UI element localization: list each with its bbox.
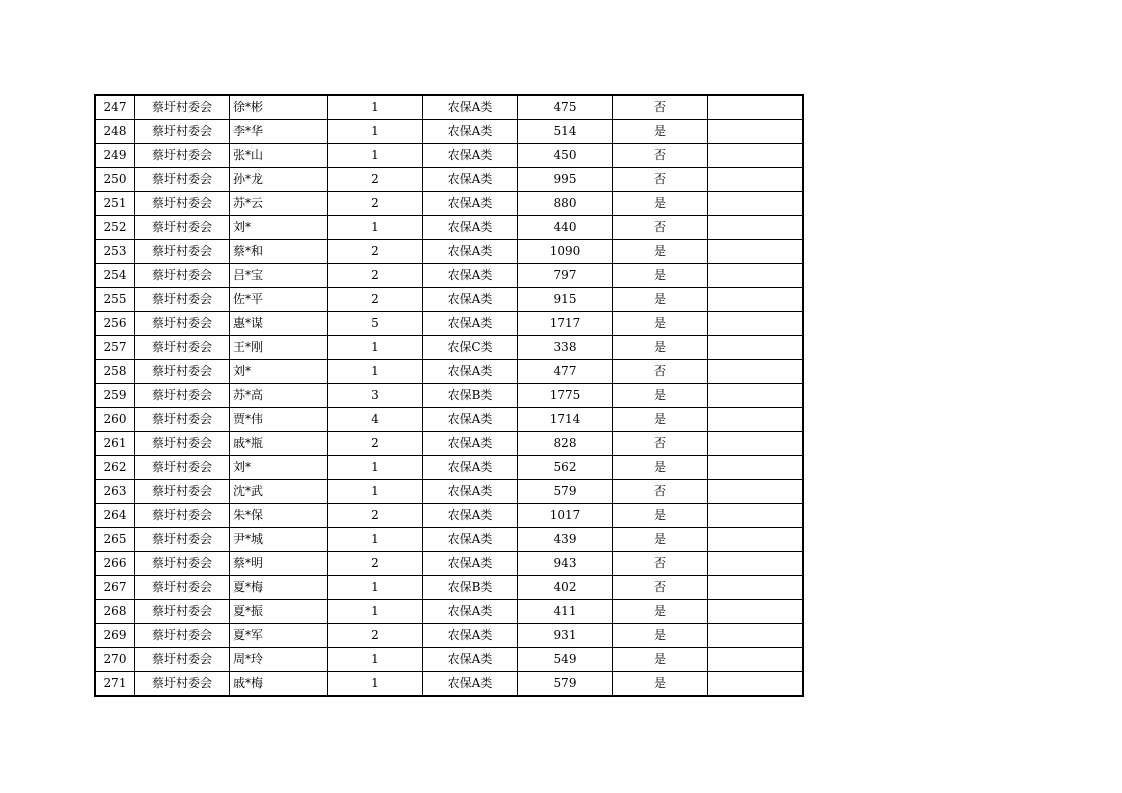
flag-cell: 是 [613,504,708,528]
amount-cell: 1017 [518,504,613,528]
village-cell: 蔡圩村委会 [135,312,230,336]
table-row [95,552,803,576]
row-number-cell: 259 [95,384,135,408]
village-cell: 蔡圩村委会 [135,95,230,120]
household-count-cell: 1 [328,576,423,600]
table-row [95,288,803,312]
note-cell [708,120,804,144]
household-count-cell: 1 [328,360,423,384]
household-count-cell: 2 [328,624,423,648]
note-cell [708,216,804,240]
village-cell: 蔡圩村委会 [135,168,230,192]
household-count-cell: 1 [328,648,423,672]
flag-cell: 是 [613,672,708,697]
data-table [94,94,804,697]
table-row [95,576,803,600]
village-cell: 蔡圩村委会 [135,288,230,312]
name-cell: 徐*彬 [230,95,328,120]
row-number-cell: 262 [95,456,135,480]
insurance-type-cell: 农保A类 [423,264,518,288]
name-cell: 孙*龙 [230,168,328,192]
row-number-cell: 253 [95,240,135,264]
note-cell [708,528,804,552]
flag-cell: 是 [613,336,708,360]
note-cell [708,168,804,192]
household-count-cell: 2 [328,192,423,216]
amount-cell: 1775 [518,384,613,408]
name-cell: 苏*云 [230,192,328,216]
insurance-type-cell: 农保A类 [423,456,518,480]
amount-cell: 514 [518,120,613,144]
insurance-type-cell: 农保A类 [423,360,518,384]
amount-cell: 579 [518,672,613,697]
note-cell [708,264,804,288]
name-cell: 刘* [230,216,328,240]
name-cell: 贾*伟 [230,408,328,432]
table-row [95,600,803,624]
row-number-cell: 264 [95,504,135,528]
row-number-cell: 247 [95,95,135,120]
table-row [95,504,803,528]
household-count-cell: 4 [328,408,423,432]
name-cell: 周*玲 [230,648,328,672]
row-number-cell: 270 [95,648,135,672]
row-number-cell: 254 [95,264,135,288]
table-row [95,432,803,456]
table-row [95,480,803,504]
insurance-type-cell: 农保A类 [423,672,518,697]
row-number-cell: 266 [95,552,135,576]
village-cell: 蔡圩村委会 [135,528,230,552]
household-count-cell: 1 [328,600,423,624]
row-number-cell: 248 [95,120,135,144]
flag-cell: 是 [613,384,708,408]
flag-cell: 否 [613,144,708,168]
insurance-type-cell: 农保A类 [423,216,518,240]
village-cell: 蔡圩村委会 [135,360,230,384]
name-cell: 张*山 [230,144,328,168]
insurance-type-cell: 农保B类 [423,384,518,408]
name-cell: 李*华 [230,120,328,144]
amount-cell: 402 [518,576,613,600]
insurance-type-cell: 农保A类 [423,552,518,576]
row-number-cell: 255 [95,288,135,312]
row-number-cell: 268 [95,600,135,624]
name-cell: 尹*城 [230,528,328,552]
household-count-cell: 2 [328,504,423,528]
amount-cell: 915 [518,288,613,312]
household-count-cell: 1 [328,456,423,480]
row-number-cell: 252 [95,216,135,240]
table-row [95,456,803,480]
note-cell [708,95,804,120]
flag-cell: 是 [613,408,708,432]
insurance-type-cell: 农保A类 [423,504,518,528]
insurance-type-cell: 农保A类 [423,600,518,624]
table-row [95,95,803,120]
table-row [95,408,803,432]
household-count-cell: 2 [328,264,423,288]
village-cell: 蔡圩村委会 [135,216,230,240]
insurance-type-cell: 农保A类 [423,192,518,216]
note-cell [708,456,804,480]
note-cell [708,288,804,312]
insurance-type-cell: 农保A类 [423,480,518,504]
name-cell: 刘* [230,456,328,480]
table-row [95,168,803,192]
amount-cell: 943 [518,552,613,576]
amount-cell: 995 [518,168,613,192]
name-cell: 戚*梅 [230,672,328,697]
insurance-type-cell: 农保A类 [423,528,518,552]
amount-cell: 477 [518,360,613,384]
household-count-cell: 1 [328,95,423,120]
note-cell [708,576,804,600]
row-number-cell: 250 [95,168,135,192]
name-cell: 夏*军 [230,624,328,648]
village-cell: 蔡圩村委会 [135,336,230,360]
insurance-type-cell: 农保A类 [423,624,518,648]
amount-cell: 475 [518,95,613,120]
note-cell [708,192,804,216]
household-count-cell: 1 [328,120,423,144]
name-cell: 刘* [230,360,328,384]
household-count-cell: 2 [328,168,423,192]
household-count-cell: 2 [328,288,423,312]
village-cell: 蔡圩村委会 [135,264,230,288]
village-cell: 蔡圩村委会 [135,432,230,456]
insurance-type-cell: 农保A类 [423,432,518,456]
household-count-cell: 2 [328,552,423,576]
row-number-cell: 271 [95,672,135,697]
note-cell [708,312,804,336]
village-cell: 蔡圩村委会 [135,408,230,432]
household-count-cell: 1 [328,528,423,552]
amount-cell: 1090 [518,240,613,264]
amount-cell: 440 [518,216,613,240]
name-cell: 苏*高 [230,384,328,408]
name-cell: 夏*振 [230,600,328,624]
village-cell: 蔡圩村委会 [135,552,230,576]
village-cell: 蔡圩村委会 [135,120,230,144]
name-cell: 朱*保 [230,504,328,528]
insurance-type-cell: 农保A类 [423,648,518,672]
flag-cell: 否 [613,168,708,192]
table-row [95,360,803,384]
table-row [95,528,803,552]
note-cell [708,672,804,697]
note-cell [708,432,804,456]
note-cell [708,504,804,528]
insurance-type-cell: 农保B类 [423,576,518,600]
insurance-type-cell: 农保C类 [423,336,518,360]
note-cell [708,480,804,504]
table-row [95,144,803,168]
note-cell [708,240,804,264]
insurance-type-cell: 农保A类 [423,95,518,120]
name-cell: 沈*武 [230,480,328,504]
village-cell: 蔡圩村委会 [135,480,230,504]
amount-cell: 411 [518,600,613,624]
row-number-cell: 265 [95,528,135,552]
insurance-type-cell: 农保A类 [423,168,518,192]
village-cell: 蔡圩村委会 [135,600,230,624]
row-number-cell: 261 [95,432,135,456]
flag-cell: 否 [613,576,708,600]
household-count-cell: 2 [328,432,423,456]
name-cell: 蔡*明 [230,552,328,576]
village-cell: 蔡圩村委会 [135,144,230,168]
row-number-cell: 267 [95,576,135,600]
household-count-cell: 5 [328,312,423,336]
row-number-cell: 260 [95,408,135,432]
insurance-type-cell: 农保A类 [423,240,518,264]
table-row [95,216,803,240]
name-cell: 蔡*和 [230,240,328,264]
flag-cell: 是 [613,312,708,336]
village-cell: 蔡圩村委会 [135,648,230,672]
table-row [95,336,803,360]
row-number-cell: 269 [95,624,135,648]
row-number-cell: 258 [95,360,135,384]
table-row [95,264,803,288]
table-row [95,624,803,648]
table-body [95,95,803,696]
household-count-cell: 2 [328,240,423,264]
name-cell: 王*刚 [230,336,328,360]
flag-cell: 是 [613,528,708,552]
village-cell: 蔡圩村委会 [135,384,230,408]
amount-cell: 338 [518,336,613,360]
household-count-cell: 1 [328,480,423,504]
household-count-cell: 1 [328,672,423,697]
village-cell: 蔡圩村委会 [135,672,230,697]
row-number-cell: 263 [95,480,135,504]
flag-cell: 是 [613,624,708,648]
flag-cell: 是 [613,456,708,480]
flag-cell: 是 [613,648,708,672]
household-count-cell: 1 [328,336,423,360]
flag-cell: 否 [613,432,708,456]
row-number-cell: 251 [95,192,135,216]
table-row [95,120,803,144]
insurance-type-cell: 农保A类 [423,120,518,144]
table-row [95,648,803,672]
amount-cell: 549 [518,648,613,672]
village-cell: 蔡圩村委会 [135,576,230,600]
note-cell [708,144,804,168]
flag-cell: 是 [613,288,708,312]
household-count-cell: 1 [328,144,423,168]
note-cell [708,360,804,384]
insurance-type-cell: 农保A类 [423,312,518,336]
flag-cell: 否 [613,95,708,120]
note-cell [708,648,804,672]
note-cell [708,600,804,624]
name-cell: 吕*宝 [230,264,328,288]
amount-cell: 562 [518,456,613,480]
amount-cell: 880 [518,192,613,216]
insurance-type-cell: 农保A类 [423,144,518,168]
row-number-cell: 256 [95,312,135,336]
amount-cell: 579 [518,480,613,504]
name-cell: 佐*平 [230,288,328,312]
insurance-type-cell: 农保A类 [423,288,518,312]
amount-cell: 931 [518,624,613,648]
table-row [95,384,803,408]
table-row [95,192,803,216]
table-row [95,312,803,336]
flag-cell: 是 [613,240,708,264]
insurance-type-cell: 农保A类 [423,408,518,432]
amount-cell: 797 [518,264,613,288]
table-row [95,240,803,264]
amount-cell: 828 [518,432,613,456]
note-cell [708,624,804,648]
flag-cell: 是 [613,600,708,624]
note-cell [708,408,804,432]
flag-cell: 是 [613,120,708,144]
amount-cell: 1714 [518,408,613,432]
amount-cell: 439 [518,528,613,552]
household-count-cell: 1 [328,216,423,240]
amount-cell: 450 [518,144,613,168]
note-cell [708,552,804,576]
village-cell: 蔡圩村委会 [135,504,230,528]
row-number-cell: 249 [95,144,135,168]
village-cell: 蔡圩村委会 [135,240,230,264]
flag-cell: 否 [613,216,708,240]
amount-cell: 1717 [518,312,613,336]
flag-cell: 否 [613,480,708,504]
flag-cell: 是 [613,264,708,288]
table-row [95,672,803,697]
name-cell: 戚*瓶 [230,432,328,456]
note-cell [708,336,804,360]
flag-cell: 是 [613,192,708,216]
village-cell: 蔡圩村委会 [135,624,230,648]
name-cell: 夏*梅 [230,576,328,600]
row-number-cell: 257 [95,336,135,360]
village-cell: 蔡圩村委会 [135,192,230,216]
name-cell: 惠*谋 [230,312,328,336]
flag-cell: 否 [613,360,708,384]
note-cell [708,384,804,408]
flag-cell: 否 [613,552,708,576]
household-count-cell: 3 [328,384,423,408]
village-cell: 蔡圩村委会 [135,456,230,480]
